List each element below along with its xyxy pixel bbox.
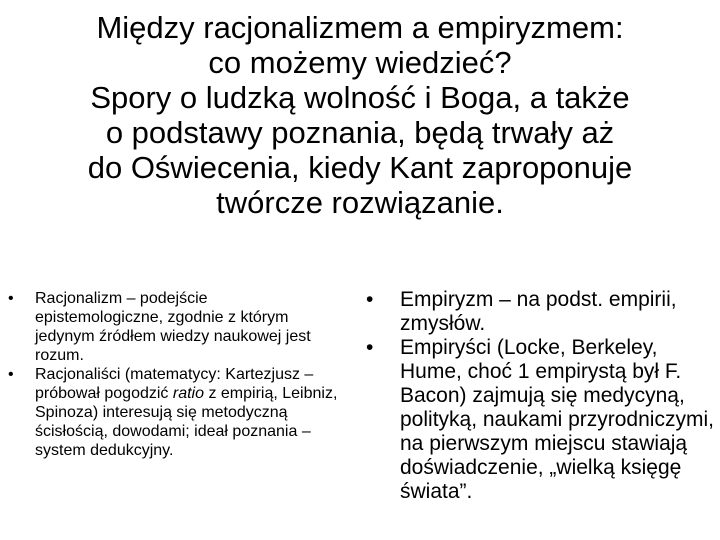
list-item-text: Empiryści (Locke, Berkeley, Hume, choć 1 empirystą był F. Bacon) zajmują się medycyną, polityką, naukami przyrodniczymi, na pierwszym miejscu stawiają doświadczenie, „wielką księgę świata”. bbox=[400, 336, 714, 503]
list-item-rationalism bbox=[8, 289, 338, 365]
bullet-icon: • bbox=[8, 366, 14, 383]
right-bullet-list bbox=[366, 288, 716, 504]
list-item-text: Racjonalizm – podejście epistemologiczne, zgodnie z którym jedynym źródłem wiedzy naukowej jest rozum. bbox=[35, 290, 311, 364]
title-line: Spory o ludzką wolność i Boga, a także bbox=[90, 80, 630, 115]
title-line: do Oświecenia, kiedy Kant zaproponuje bbox=[87, 150, 633, 185]
title-line: Między racjonalizmem a empiryzmem: bbox=[96, 10, 624, 45]
list-item-empiricism bbox=[366, 288, 716, 336]
bullet-icon: • bbox=[8, 290, 14, 307]
bullet-icon: • bbox=[366, 288, 374, 311]
bullet-icon: • bbox=[366, 336, 374, 359]
title-line: o podstawy poznania, będą trwały aż bbox=[105, 115, 615, 150]
left-bullet-list bbox=[8, 289, 338, 460]
list-item-text: Racjonaliści (matematycy: Kartezjusz – próbował pogodzić bbox=[35, 366, 314, 402]
title-line: twórcze rozwiązanie. bbox=[216, 185, 504, 220]
slide-title bbox=[10, 10, 710, 220]
title-line: co możemy wiedzieć? bbox=[208, 45, 512, 80]
list-item-empiricists bbox=[366, 336, 716, 504]
list-item-italic-text: ratio bbox=[172, 385, 204, 402]
list-item-text: z empirią, Leibniz, Spinoza) interesują się metodyczną ścisłością, dowodami; ideał poznania – system dedukcyjny. bbox=[35, 385, 338, 459]
list-item-text: Empiryzm – na podst. empirii, zmysłów. bbox=[400, 288, 677, 335]
list-item-rationalists bbox=[8, 365, 338, 460]
